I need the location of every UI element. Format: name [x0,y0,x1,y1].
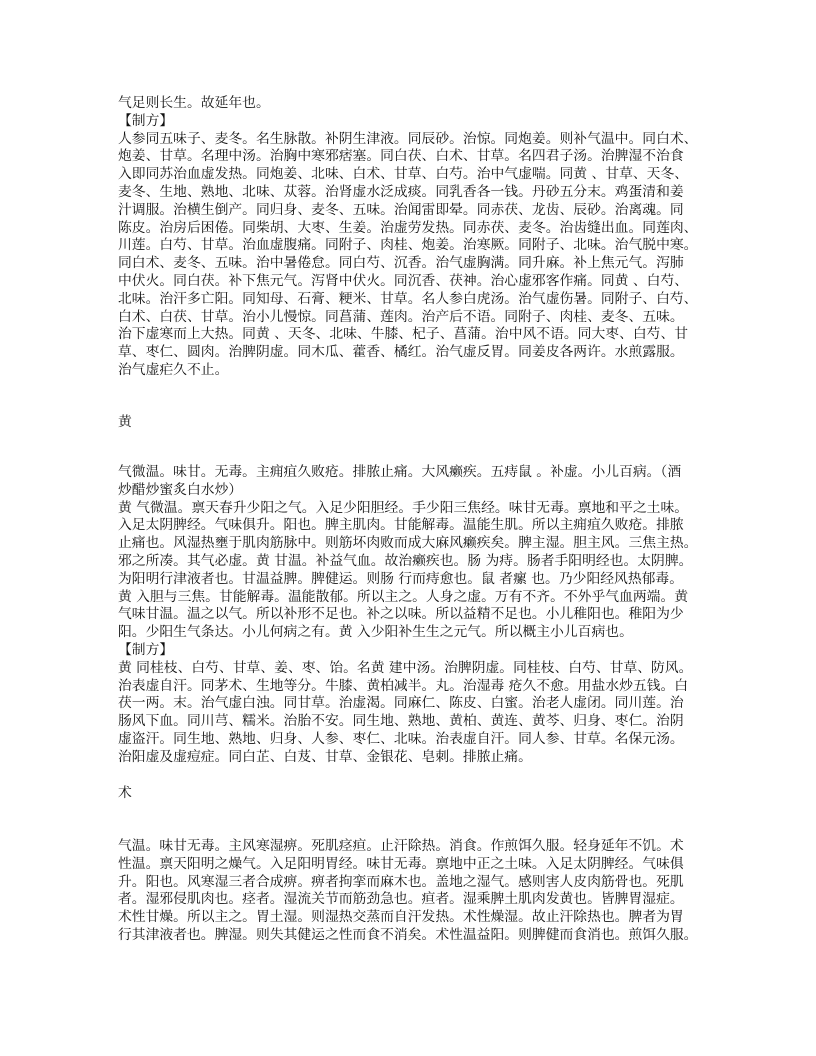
text-line: 茯一两。末。治气虚白浊。同甘草。治虚渴。同麻仁、陈皮、白蜜。治老人虚闭。同川莲。治 [118,695,684,712]
text-line: 治气虚疟久不止。 [118,361,229,378]
text-line: 白术、白茯、甘草。治小儿慢惊。同菖蒲、莲肉。治产后不语。同附子、肉桂、麦冬、五味。 [118,308,684,325]
text-line: 草、枣仁、圆肉。治脾阴虚。同木瓜、藿香、橘红。治气虚反胃。同姜皮各两许。水煎露服。 [118,344,684,361]
text-line: 气足则长生。故延年也。 [118,95,270,111]
text-line: 人参同五味子、麦冬。名生脉散。补阴生津液。同辰砂。治惊。同炮姜。则补气温中。同白术、 [118,130,698,147]
text-line: 为阳明行津液者也。甘温益脾。脾健运。则肠 行而痔愈也。鼠 者瘰 也。乃少阳经风热郁毒。 [118,570,684,587]
text-line: 黄 气微温。禀天春升少阳之气。入足少阳胆经。手少阳三焦经。味甘无毒。禀地和平之土味。 [118,499,689,516]
text-line: 中伏火。同白茯。补下焦元气。泻肾中伏火。同沉香、茯神。治心虚邪客作痛。同黄 、白芍、 [118,272,689,289]
text-line: 北味。治汗多亡阳。同知母、石膏、粳米、甘草。名人参白虎汤。治气虚伤暑。同附子、白芍、 [118,290,698,307]
text-line: 入即同苏治血虚发热。同炮姜、北味、白术、甘草、白芍。治中气虚喘。同黄 、甘草、天冬、 [118,166,689,183]
text-line: 气微温。味甘。无毒。主痈疽久败疮。排脓止痛。大风癞疾。五痔鼠 。补虚。小儿百病。（酒 [118,464,682,480]
text-line: 止痛也。风湿热壅于肌肉筋脉中。则筋坏肉败而成大麻风癞疾矣。脾主湿。胆主风。三焦主热。 [118,535,698,552]
section-heading-huangqi [118,414,718,432]
text-block-renshen-formulas [118,95,718,380]
text-line: 治下虚寒而上大热。同黄 、天冬、北味、牛膝、杞子、菖蒲。治中风不语。同大枣、白芍、甘 [118,326,689,343]
text-block-huangqi [118,464,718,767]
text-line: 肠风下血。同川芎、糯米。治胎不安。同生地、熟地、黄柏、黄连、黄芩、归身、枣仁。治阴 [118,713,684,730]
text-block-zhu [118,838,718,945]
heading-text: 术 [118,785,132,801]
text-line: 性温。禀天阳明之燥气。入足阳明胃经。味甘无毒。禀地中正之土味。入足太阴脾经。气味俱 [118,855,684,872]
text-line: 治阳虚及虚痘症。同白芷、白芨、甘草、金银花、皂刺。排脓止痛。 [118,748,532,765]
text-line: 黄 同桂枝、白芍、甘草、姜、枣、饴。名黄 建中汤。治脾阴虚。同桂枝、白芍、甘草、防风。 [118,659,693,676]
text-line: 治表虚自汗。同茅术、生地等分。牛膝、黄柏减半。丸。治湿毒 疮久不愈。用盐水炒五钱。白 [118,677,689,694]
section-heading-zhu [118,785,718,803]
text-line: 麦冬、生地、熟地、北味、苁蓉。治肾虚水泛成痰。同乳香各一钱。丹砂五分末。鸡蛋清和姜 [118,183,684,200]
text-line: 黄 入胆与三焦。甘能解毒。温能散郁。所以主之。人身之虚。万有不齐。不外乎气血两端。黄 [118,588,689,605]
heading-text: 黄 [118,414,132,430]
text-line: 邪之所凑。其气必虚。黄 甘温。补益气血。故治癞疾也。肠 为痔。肠者手阳明经也。太阴脾。 [118,552,693,569]
text-line: 虚盗汗。同生地、熟地、归身、人参、枣仁、北味。治表虚自汗。同人参、甘草。名保元汤。 [118,730,684,747]
text-line: 气温。味甘无毒。主风寒湿痹。死肌痉疸。止汗除热。消食。作煎饵久服。轻身延年不饥。术 [118,838,684,854]
text-line: 同白术、麦冬、五味。治中暑倦怠。同白芍、沉香。治气虚胸满。同升麻。补上焦元气。泻肺 [118,255,684,272]
text-line: 陈皮。治房后困倦。同柴胡、大枣、生姜。治虚劳发热。同赤茯、麦冬。治齿缝出血。同莲肉、 [118,219,698,236]
text-line: 术性甘燥。所以主之。胃土湿。则湿热交蒸而自汗发热。术性燥湿。故止汗除热也。脾者为胃 [118,909,684,926]
text-line: 者。湿邪侵肌肉也。痉者。湿流关节而筋劲急也。疸者。湿乘脾土肌肉发黄也。皆脾胃湿症。 [118,891,684,908]
text-line: 升。阳也。风寒湿三者合成痹。痹者拘挛而麻木也。盖地之湿气。感则害人皮肉筋骨也。死肌 [118,873,684,890]
text-line: 行其津液者也。脾湿。则失其健运之性而食不消矣。术性温益阳。则脾健而食消也。煎饵久服。 [118,926,698,943]
text-line: 炒醋炒蜜炙白水炒） [118,481,243,498]
text-line: 【制方】 [118,641,174,658]
text-line: 阳。少阳生气条达。小儿何病之有。黄 入少阳补生生之元气。所以概主小儿百病也。 [118,624,633,641]
text-line: 川莲。白芍、甘草。治血虚腹痛。同附子、肉桂、炮姜。治寒厥。同附子、北味。治气脱中寒。 [118,237,698,254]
text-line: 炮姜、甘草。名理中汤。治胸中寒邪痞塞。同白茯、白术、甘草。名四君子汤。治脾湿不治食 [118,148,684,165]
text-line: 【制方】 [118,112,174,129]
text-line: 汁调服。治横生倒产。同归身、麦冬、五味。治闻雷即晕。同赤茯、龙齿、辰砂。治离魂。同 [118,201,684,218]
text-line: 气味甘温。温之以气。所以补形不足也。补之以味。所以益精不足也。小儿稚阳也。稚阳为少 [118,606,684,623]
text-line: 入足太阴脾经。气味俱升。阳也。脾主肌肉。甘能解毒。温能生肌。所以主痈疽久败疮。排脓 [118,517,684,534]
